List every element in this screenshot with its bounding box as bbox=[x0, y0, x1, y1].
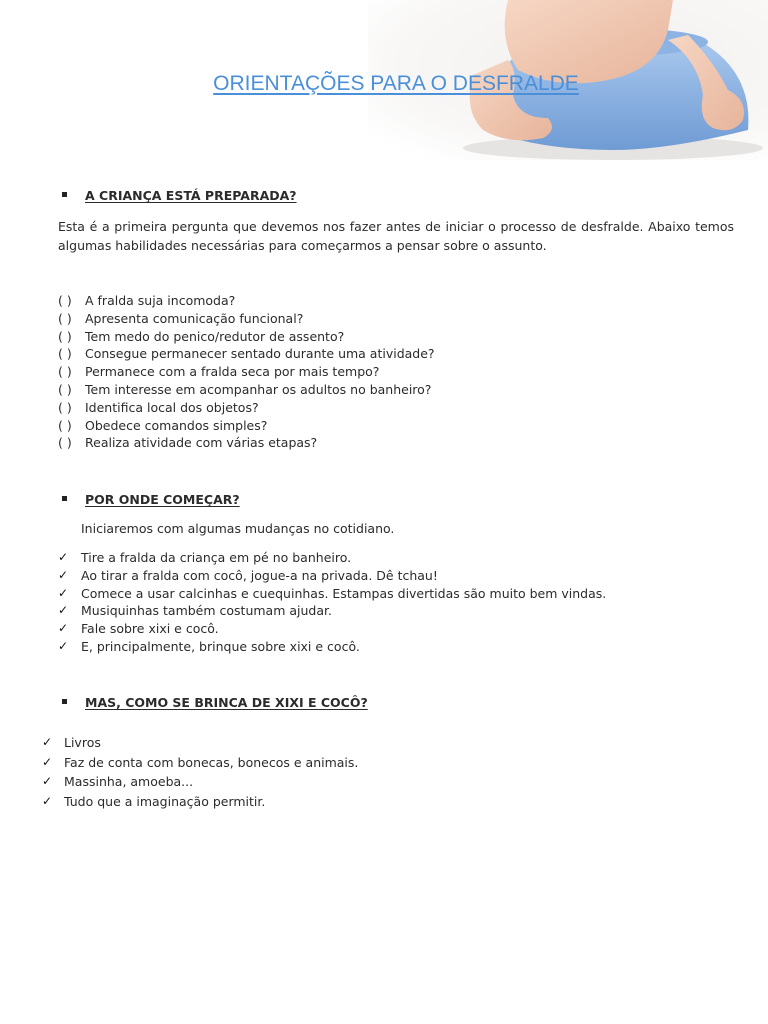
checkmark-icon: ✓ bbox=[58, 585, 69, 600]
list-item bbox=[58, 585, 606, 603]
checklist-item-text: Permanece com a fralda seca por mais tempo? bbox=[85, 364, 380, 380]
list-item bbox=[42, 792, 358, 812]
checklist-item bbox=[58, 434, 435, 452]
list-item bbox=[58, 638, 606, 656]
checklist-item-text: Realiza atividade com várias etapas? bbox=[85, 435, 318, 451]
square-bullet-icon bbox=[62, 192, 67, 197]
empty-checkbox-marker: ( ) bbox=[58, 310, 72, 326]
checkmark-icon: ✓ bbox=[58, 550, 69, 564]
page-title: ORIENTAÇÕES PARA O DESFRALDE bbox=[213, 72, 579, 95]
empty-checkbox-marker: ( ) bbox=[58, 381, 72, 397]
section-heading-start bbox=[62, 492, 240, 507]
checkmark-icon: ✓ bbox=[58, 603, 69, 618]
empty-checkbox-marker: ( ) bbox=[58, 364, 72, 380]
empty-checkbox-marker: ( ) bbox=[58, 399, 72, 415]
square-bullet-icon bbox=[62, 699, 67, 704]
empty-checkbox-marker: ( ) bbox=[58, 346, 72, 362]
checklist-item bbox=[58, 292, 435, 310]
list-item bbox=[58, 620, 606, 638]
list-item-text: Ao tirar a fralda com cocô, jogue-a na privada. Dê tchau! bbox=[81, 567, 438, 583]
section-heading-ready bbox=[62, 188, 297, 203]
checkmark-icon: ✓ bbox=[42, 754, 53, 769]
list-item bbox=[42, 753, 358, 773]
checklist-item-text: Consegue permanecer sentado durante uma atividade? bbox=[85, 346, 435, 362]
checklist-item bbox=[58, 399, 435, 417]
section-heading-play-text: MAS, COMO SE BRINCA DE XIXI E COCÔ? bbox=[85, 695, 368, 710]
tips-list bbox=[58, 549, 606, 656]
play-ideas-list bbox=[42, 733, 358, 811]
list-item-text: Comece a usar calcinhas e cuequinhas. Estampas divertidas são muito bem vindas. bbox=[81, 585, 607, 601]
checkmark-icon: ✓ bbox=[58, 567, 69, 582]
empty-checkbox-marker: ( ) bbox=[58, 417, 72, 433]
checklist-item-text: Tem medo do penico/redutor de assento? bbox=[85, 328, 345, 344]
list-item bbox=[42, 733, 358, 753]
checkmark-icon: ✓ bbox=[58, 621, 69, 636]
section-heading-start-text: POR ONDE COMEÇAR? bbox=[85, 492, 240, 507]
empty-checkbox-marker: ( ) bbox=[58, 293, 72, 308]
empty-checkbox-marker: ( ) bbox=[58, 328, 72, 344]
list-item-text: Livros bbox=[64, 735, 101, 750]
list-item bbox=[58, 602, 606, 620]
readiness-checklist bbox=[58, 292, 435, 452]
list-item-text: Faz de conta com bonecas, bonecos e animais. bbox=[64, 754, 359, 770]
list-item-text: Tire a fralda da criança em pé no banheiro. bbox=[81, 550, 352, 565]
checklist-item bbox=[58, 417, 435, 435]
list-item-text: E, principalmente, brinque sobre xixi e cocô. bbox=[81, 638, 360, 654]
checklist-item-text: Tem interesse em acompanhar os adultos no banheiro? bbox=[85, 381, 432, 397]
checklist-item-text: A fralda suja incomoda? bbox=[85, 293, 236, 308]
checklist-item bbox=[58, 345, 435, 363]
list-item bbox=[42, 772, 358, 792]
checkmark-icon: ✓ bbox=[42, 793, 53, 808]
checkmark-icon: ✓ bbox=[42, 774, 53, 788]
intro-paragraph: Esta é a primeira pergunta que devemos nos fazer antes de iniciar o processo de desfralde. Abaixo temos algumas habilidades necessárias para começarmos a pensar sobre o assunto. bbox=[58, 219, 734, 253]
checklist-item-text: Apresenta comunicação funcional? bbox=[85, 310, 304, 326]
checklist-item bbox=[58, 310, 435, 328]
empty-checkbox-marker: ( ) bbox=[58, 435, 72, 451]
list-item-text: Massinha, amoeba... bbox=[64, 774, 194, 789]
list-item bbox=[58, 567, 606, 585]
square-bullet-icon bbox=[62, 496, 67, 501]
checkmark-icon: ✓ bbox=[58, 638, 69, 653]
section-heading-ready-text: A CRIANÇA ESTÁ PREPARADA? bbox=[85, 188, 297, 203]
checkmark-icon: ✓ bbox=[42, 735, 53, 749]
checklist-item bbox=[58, 381, 435, 399]
list-item bbox=[58, 549, 606, 567]
checklist-item bbox=[58, 363, 435, 381]
checklist-item-text: Obedece comandos simples? bbox=[85, 417, 268, 433]
list-item-text: Musiquinhas também costumam ajudar. bbox=[81, 603, 332, 619]
checklist-item bbox=[58, 328, 435, 346]
list-item-text: Tudo que a imaginação permitir. bbox=[64, 793, 266, 809]
section-heading-play bbox=[62, 695, 368, 710]
list-item-text: Fale sobre xixi e cocô. bbox=[81, 621, 219, 637]
section-intro-text: Iniciaremos com algumas mudanças no cotidiano. bbox=[81, 521, 395, 536]
checklist-item-text: Identifica local dos objetos? bbox=[85, 399, 259, 415]
